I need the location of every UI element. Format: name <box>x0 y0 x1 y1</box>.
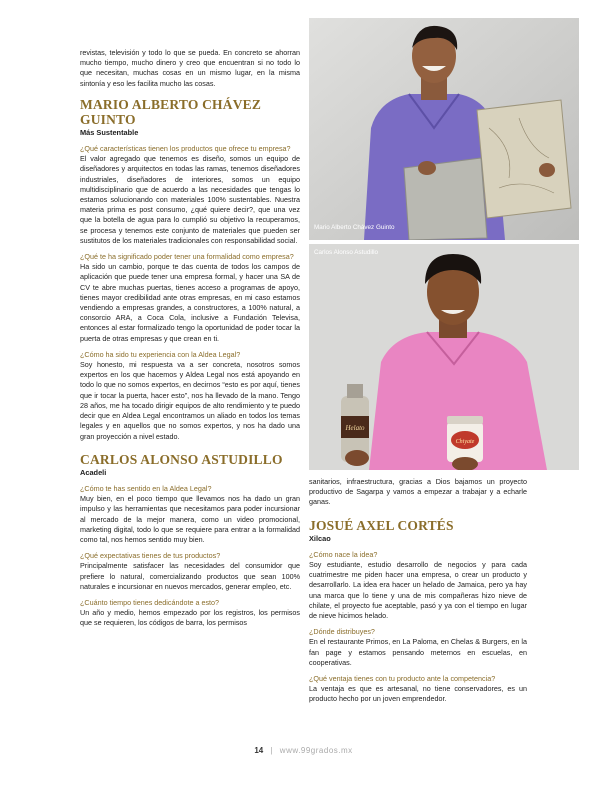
carlos-photo-illustration <box>309 244 579 470</box>
mario-question-1: ¿Qué características tienen los productos que ofrece tu empresa? <box>80 144 291 154</box>
page-number: 14 <box>254 746 264 755</box>
josue-question-1: ¿Cómo nace la idea? <box>309 549 378 559</box>
carlos-photo-caption: Carlos Alonso Astudillo <box>314 249 379 256</box>
page-footer <box>0 746 607 755</box>
carlos-question-1: ¿Cómo te has sentido en la Aldea Legal? <box>80 483 212 493</box>
carlos-question-2: ¿Qué expectativas tienes de tus productos? <box>80 551 221 561</box>
josue-name-heading: JOSUÉ AXEL CORTÉS <box>309 517 454 533</box>
carlos-continuation-paragraph: sanitarios, infraestructura, gracias a Dios bajamos un proyecto productivo de Sagarpa y vamos a empezar a trabajar y a echarle ganas. <box>309 477 527 507</box>
mario-answer-1: El valor agregado que tenemos es diseño, somos un equipo de diseñadores y arquitectos en todas las ramas, tenemos diseñadores industriales, diseñadores de interiores, somos un equipo multidisciplinario que de acuerdo a las necesidades que tengas lo estamos solucionando con materiales 100% sustentables. Nuestra materia prima es post consumo, ¿qué quiere decir?, que una vez que la botella de agua para lo cumplió su objetivo la recuperamos, se procesa y tenemos este conjunto de materiales que pueden ser sustitutos de los materiales tradicionales con responsabilidad social. <box>80 154 300 245</box>
carlos-answer-2: Principalmente satisfacer las necesidades del consumidor que prefiere lo natural, comercializando productos que sean 100% naturales e incursionar en nuevos mercados, generar empleo, etc. <box>80 561 300 591</box>
josue-section <box>309 518 527 705</box>
josue-question-3: ¿Qué ventaja tienes con tu producto ante la competencia? <box>309 674 496 684</box>
mario-question-3: ¿Cómo ha sido tu experiencia con la Aldea Legal? <box>80 349 241 359</box>
right-column <box>309 477 527 708</box>
josue-company: Xilcao <box>309 533 331 543</box>
mario-company: Más Sustentable <box>80 127 139 137</box>
mario-name-heading: MARIO ALBERTO CHÁVEZ GUINTO <box>80 96 262 127</box>
carlos-company: Acadeli <box>80 467 107 477</box>
intro-paragraph: revistas, televisión y todo lo que se pueda. En concreto se ahorran mucho tiempo, mucho dinero y creo que encuentran si no todo lo que necesitan, muchas cosas en un mismo lugar, en la misma sintonía y eso les facilita mucho las cosas. <box>80 48 300 88</box>
footer-separator: | <box>270 746 273 755</box>
carlos-answer-1: Muy bien, en el poco tiempo que llevamos nos ha dado un gran impulso y las herramientas que necesitamos para poder incursionar al mercado de la mejor manera, como un video promocional, marketing digital, todo lo que se requiere para entrar a la formalidad como tal, nos hemos sentido muy bien. <box>80 494 300 544</box>
mario-answer-3: Soy honesto, mi respuesta va a ser concreta, nosotros somos expertos en los que hacemos y Aldea Legal nos está apoyando en todo lo que no somos expertos, en decirnos “esto es por aquí, tienes que ir tocar la puerta, hacer esto”, nos ha llevado de la mano. Tengo 28 años, me ha tocado dirigir equipos de alto rendimiento y te puedo decir que en Aldea Legal encontramos un aliado en todos los temas legales y en aquellos que no somos expertos, y nos ha dado una gran proyección a nivel estado. <box>80 360 300 441</box>
left-column <box>80 48 300 632</box>
josue-answer-1: Soy estudiante, estudio desarrollo de negocios y para cada cuatrimestre me piden hacer una empresa, o crear un producto y desarrollarlo. La idea era hacer un helado de Jamaica, pero ya hay una marca que lo tiene y una de mis compañeras hizo nieve de chilate, el proyecto fue aceptable, pasó y ya con el tiempo en lugar de nieve hicimos helado. <box>309 560 527 621</box>
carlos-name-heading: CARLOS ALONSO ASTUDILLO <box>80 451 283 467</box>
mario-answer-2: Ha sido un cambio, porque te das cuenta de todos los campos de aplicación que puede tener una empresa formal, y hacer una SA de CV te abre muchas puertas, tienes acceso a programas de apoyo, tienes mayor credibilidad ante otras empresas, en mi caso estamos vendiendo a empresas grandes, a constructores, a 100% natural, a consorcio ARA, a Coca Cola, inclusive a Fundación Televisa, entonces al estar formalizado tengo la oportunidad de poder tocar la puerta de otras empresas y que crean en ti. <box>80 262 300 343</box>
josue-answer-2: En el restaurante Primos, en La Paloma, en Chelas & Burgers, en la fan page y estamos pensando meternos en escuelas, en cooperativas. <box>309 637 527 667</box>
mario-section <box>80 97 300 442</box>
mario-question-2: ¿Qué te ha significado poder tener una formalidad como empresa? <box>80 252 294 262</box>
carlos-photo <box>309 244 579 470</box>
mario-photo-caption: Mario Alberto Chávez Guinto <box>314 224 395 231</box>
mario-photo <box>309 18 579 240</box>
jar-label: Chiyate <box>455 439 475 445</box>
carlos-answer-3: Un año y medio, hemos empezado por los registros, los permisos que se requieren, los códigos de barra, los permisos <box>80 608 300 628</box>
bottle-label: Helato <box>345 424 365 432</box>
carlos-question-3: ¿Cuánto tiempo tienes dedicándote a esto? <box>80 597 220 607</box>
footer-website: www.99grados.mx <box>279 746 353 755</box>
josue-answer-3: La ventaja es que es artesanal, no tiene conservadores, es un producto hecho por un joven emprendedor. <box>309 684 527 704</box>
josue-question-2: ¿Dónde distribuyes? <box>309 627 375 637</box>
carlos-section <box>80 452 300 629</box>
mario-photo-illustration <box>309 18 579 240</box>
